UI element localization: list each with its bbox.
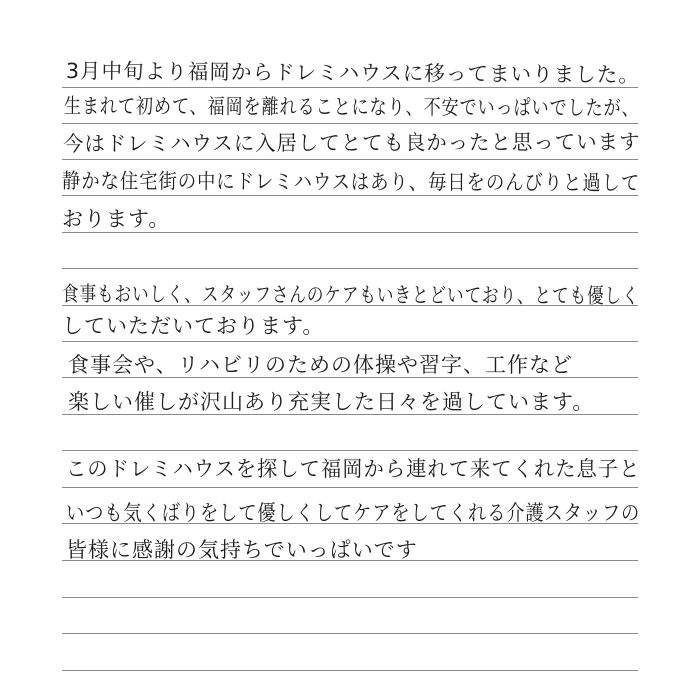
ruled-line: [62, 123, 638, 124]
letter-line: おります。: [62, 207, 171, 231]
ruled-line: [62, 232, 638, 233]
letter-line: 食事もおいしく、スタッフさんのケアもいきとどいており、とても優しく: [61, 282, 640, 309]
letter-line: 皆様に感謝の気持ちでいっぱいです: [66, 538, 418, 562]
ruled-line: [62, 633, 638, 634]
letter-line: 食事会や、リハビリのための体操や習字、工作など: [68, 353, 573, 377]
ruled-line: [62, 268, 638, 269]
ruled-line: [62, 670, 638, 671]
letter-line: 今はドレミハウスに入居してとても良かったと思っています: [63, 129, 641, 156]
letter-line: 3月中旬より福岡からドレミハウスに移ってまいりました。: [65, 58, 640, 88]
letter-line: このドレミハウスを探して福岡から連れて来てくれた息子と: [66, 457, 641, 481]
ruled-line: [62, 450, 638, 451]
letter-line: 生まれて初めて、福岡を離れることになり、不安でいっぱいでしたが、: [63, 93, 640, 121]
ruled-line: [62, 487, 638, 488]
ruled-line: [62, 341, 638, 342]
letter-line: 楽しい催しが沢山あり充実した日々を過しています。: [68, 390, 595, 414]
ruled-line: [62, 597, 638, 598]
letter-line: していただいております。: [62, 314, 325, 338]
letter-line: 静かな住宅街の中にドレミハウスはあり、毎日をのんびりと過して: [61, 169, 641, 196]
ruled-line: [62, 159, 638, 160]
letter-line: いつも気くばりをして優しくしてケアをしてくれる介護スタッフの: [66, 501, 641, 525]
